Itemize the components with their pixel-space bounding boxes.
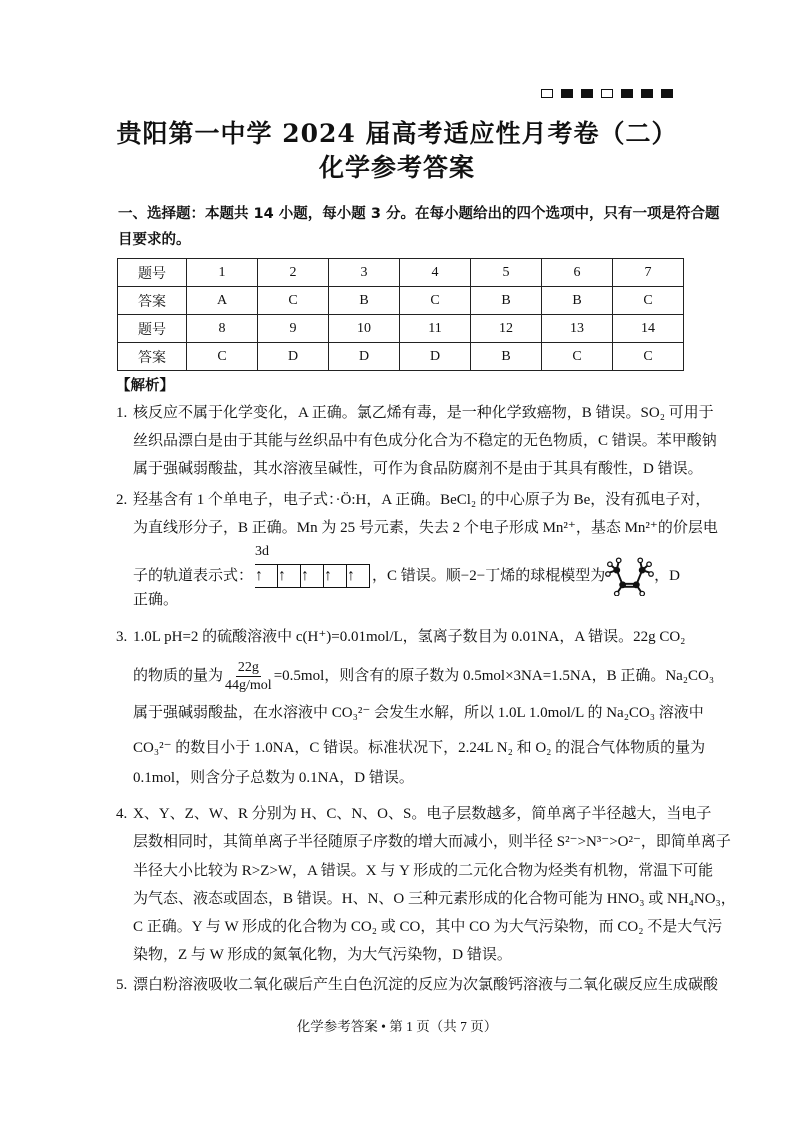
item-3-fraction-line [133, 655, 715, 697]
item-3-line: CO₃²⁻ 的数目小于 1.0NA，C 错误。标准状况下，2.24L N₂ 和 O₂ 的混合气体物质的量为 [133, 740, 706, 756]
item-2-text: 子的轨道表示式： [133, 568, 254, 584]
mark-filled [621, 89, 633, 98]
item-4-line: X、Y、Z、W、R 分别为 H、C、N、O、S。电子层数越多，简单离子半径越大，当电子 [133, 806, 712, 822]
table-cell: C [613, 287, 684, 315]
mark-filled [561, 89, 573, 98]
item-4-line: C 正确。Y 与 W 形成的化合物为 CO₂ 或 CO，其中 CO 为大气污染物，而 CO₂ 不是大气污 [133, 919, 723, 935]
analysis-header: 【解析】 [116, 378, 174, 394]
mark-filled [661, 89, 673, 98]
table-cell: C [613, 343, 684, 371]
table-cell: 11 [400, 315, 471, 343]
orbital-box: ↑ [301, 564, 324, 588]
table-cell: 5 [471, 259, 542, 287]
orbital-box: ↑ [255, 564, 278, 588]
item-number: 3. [116, 629, 128, 645]
item-number: 4. [116, 806, 128, 822]
item-2-line: 正确。 [133, 592, 179, 608]
section-heading-line1: 一、选择题：本题共 14 小题，每小题 3 分。在每小题给出的四个选项中，只有一项是符合题 [118, 206, 720, 222]
answer-table [117, 258, 684, 371]
table-cell: 13 [542, 315, 613, 343]
table-row [118, 259, 684, 287]
item-1-line: 属于强碱弱酸盐，其水溶液呈碱性，可作为食品防腐剂不是由于其具有酸性，D 错误。 [133, 461, 703, 477]
mark-empty [541, 89, 553, 98]
table-cell: 2 [258, 259, 329, 287]
table-cell: 1 [187, 259, 258, 287]
fraction-numerator: 22g [237, 659, 259, 675]
table-cell: D [400, 343, 471, 371]
orbital-box: ↑ [278, 564, 301, 588]
table-cell: 14 [613, 315, 684, 343]
table-cell: B [471, 343, 542, 371]
row-header-cell: 题号 [118, 315, 187, 343]
orbital-box: ↑ [324, 564, 347, 588]
title-line1: 贵阳第一中学 2024 届高考适应性月考卷（二） [116, 119, 678, 148]
title-line2: 化学参考答案 [318, 153, 475, 182]
item-number: 1. [116, 405, 128, 421]
fraction-denominator: 44g/mol [225, 677, 272, 693]
item-3-text: 的物质的量为 [133, 668, 224, 684]
item-2-text: ，C 错误。顺−2−丁烯的球棍模型为 [372, 568, 606, 584]
mark-empty [601, 89, 613, 98]
orbital-box: ↑ [347, 564, 370, 588]
table-row [118, 315, 684, 343]
item-2-line: 为直线形分子，B 正确。Mn 为 25 号元素，失去 2 个电子形成 Mn²⁺，基态 Mn²⁺的价层电 [133, 520, 718, 536]
table-cell: 12 [471, 315, 542, 343]
table-cell: 8 [187, 315, 258, 343]
item-3-text: =0.5mol，则含有的原子数为 0.5mol×3NA=1.5NA，B 正确。Na₂CO₃ [273, 668, 715, 684]
item-2-text: ，D [654, 568, 680, 584]
section-heading-line2: 目要求的。 [118, 232, 191, 248]
table-cell: 7 [613, 259, 684, 287]
table-cell: D [258, 343, 329, 371]
table-cell: A [187, 287, 258, 315]
item-number: 2. [116, 492, 128, 508]
item-4-line: 为气态、液态或固态，B 错误。H、N、O 三种元素形成的化合物可能为 HNO₃ 或 NH₄NO₃， [133, 891, 736, 907]
item-4-line: 层数相同时，其简单离子半径随原子序数的增大而减小，则半径 S²⁻>N³⁻>O²⁻，即简单离子 [133, 834, 731, 850]
mark-filled [581, 89, 593, 98]
row-header-cell: 答案 [118, 287, 187, 315]
table-cell: 4 [400, 259, 471, 287]
table-cell: B [329, 287, 400, 315]
page-footer: 化学参考答案 • 第 1 页（共 7 页） [296, 1019, 498, 1034]
item-3-line: 属于强碱弱酸盐，在水溶液中 CO₃²⁻ 会发生水解，所以 1.0L 1.0mol/L 的 Na₂CO₃ 溶液中 [133, 705, 704, 721]
table-cell: D [329, 343, 400, 371]
table-row [118, 287, 684, 315]
table-cell: B [542, 287, 613, 315]
item-1-line: 丝织品漂白是由于其能与丝织品中有色成分化合为不稳定的无色物质，C 错误。苯甲酸钠 [133, 433, 717, 449]
item-4-line: 染物，Z 与 W 形成的氮氧化物，为大气污染物，D 错误。 [133, 947, 512, 963]
table-cell: B [471, 287, 542, 315]
table-cell: C [542, 343, 613, 371]
row-header-cell: 题号 [118, 259, 187, 287]
fraction [225, 659, 272, 694]
item-5-line: 漂白粉溶液吸收二氧化碳后产生白色沉淀的反应为次氯酸钙溶液与二氧化碳反应生成碳酸 [133, 977, 719, 993]
item-2-line: 羟基含有 1 个单电子，电子式：·Ö:H，A 正确。BeCl₂ 的中心原子为 Be，没有孤电子对， [133, 492, 711, 508]
table-cell: 6 [542, 259, 613, 287]
mark-filled [641, 89, 653, 98]
table-cell: 10 [329, 315, 400, 343]
item-1-line: 核反应不属于化学变化，A 正确。氯乙烯有毒，是一种化学致癌物，B 错误。SO₂ 可用于 [133, 405, 714, 421]
item-3-line: 0.1mol，则含分子总数为 0.1NA，D 错误。 [133, 770, 414, 786]
table-row [118, 343, 684, 371]
table-cell: C [258, 287, 329, 315]
orbital-diagram-3d [255, 544, 370, 588]
table-cell: 3 [329, 259, 400, 287]
item-3-line: 1.0L pH=2 的硫酸溶液中 c(H⁺)=0.01mol/L，氢离子数目为 0.01NA，A 错误。22g CO₂ [133, 629, 686, 645]
row-header-cell: 答案 [118, 343, 187, 371]
item-number: 5. [116, 977, 128, 993]
table-cell: C [400, 287, 471, 315]
table-cell: 9 [258, 315, 329, 343]
orbital-label: 3d [255, 544, 270, 559]
item-4-line: 半径大小比较为 R>Z>W，A 错误。X 与 Y 形成的二元化合物为烃类有机物，常温下可能 [133, 863, 714, 879]
table-cell: C [187, 343, 258, 371]
